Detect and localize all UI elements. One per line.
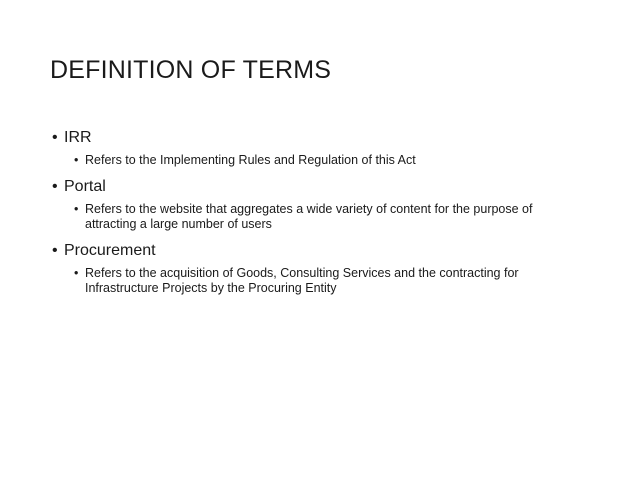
term-label: Portal [64, 178, 106, 195]
bullet-icon: • [74, 202, 79, 216]
terms-list [52, 127, 612, 304]
term-label: Procurement [64, 242, 156, 259]
bullet-icon: • [52, 242, 58, 259]
slide-title: DEFINITION OF TERMS [50, 56, 332, 84]
term-definition [74, 153, 585, 168]
bullet-icon: • [52, 129, 58, 146]
bullet-icon: • [74, 266, 79, 280]
definition-text: Refers to the Implementing Rules and Regulation of this Act [85, 153, 416, 167]
term-item-portal [52, 176, 612, 232]
term-item-procurement [52, 240, 612, 296]
term-heading [52, 176, 612, 198]
definition-text: Refers to the acquisition of Goods, Consulting Services and the contracting for Infrastructure Projects by the Procuring Entity [85, 266, 519, 295]
term-label: IRR [64, 129, 92, 146]
term-definition [74, 266, 585, 296]
bullet-icon: • [74, 153, 79, 167]
term-item-irr [52, 127, 612, 168]
term-heading [52, 127, 612, 149]
bullet-icon: • [52, 178, 58, 195]
term-heading [52, 240, 612, 262]
term-definition [74, 202, 585, 232]
definition-text: Refers to the website that aggregates a wide variety of content for the purpose of attracting a large number of users [85, 202, 533, 231]
